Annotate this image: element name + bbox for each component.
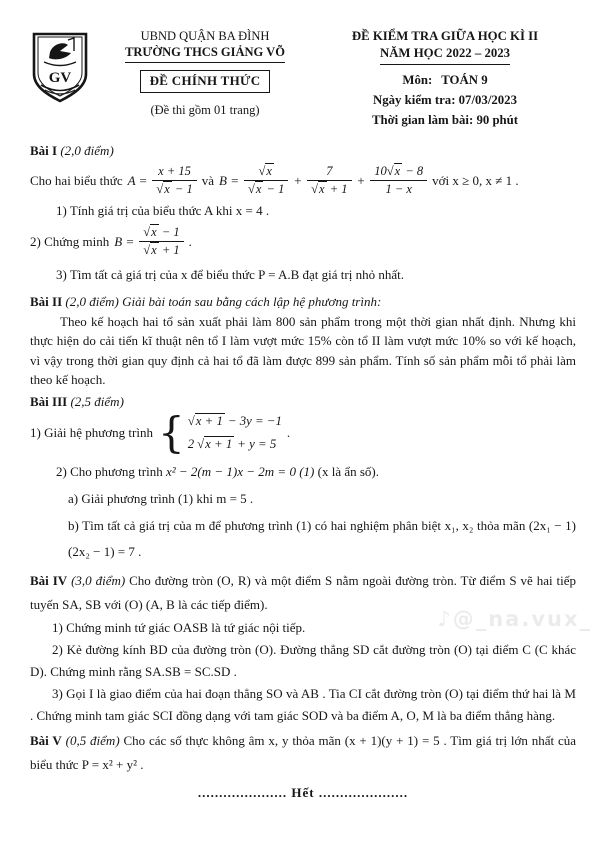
logo-monogram: GV (48, 70, 72, 86)
exam-duration: Thời gian làm bài: 90 phút (371, 113, 519, 128)
issuing-authority-block (96, 28, 314, 119)
problem-1-q3: 3) Tìm tất cả giá trị của x để biểu thức P = A.B đạt giá trị nhỏ nhất. (56, 266, 404, 282)
problem-1-q2: 2) Chứng minh B = $\frac{√x - 1}{√x + 1}$ . (30, 224, 192, 258)
school-logo (30, 28, 96, 110)
problem-5 (30, 729, 576, 777)
problem-2-body: Theo kế hoạch hai tổ sản xuất phải làm 800 sản phẩm trong một thời gian nhất định. Nhưng khi thực hiện do cải tiến kĩ thuật nên tổ I làm vượt mức 15% còn tổ II làm vượt mức 10% so với kế hoạch, vì vậy trong thời gian quy định cả hai tổ đã làm được 899 sản phẩm. Tính số sản phẩm mỗi tổ phải làm theo kế hoạch. (30, 313, 576, 388)
radical: √x (143, 243, 157, 258)
radical: √x + 1 (187, 414, 223, 429)
problem-1-q1: 1) Tính giá trị của biểu thức A khi x = 4 . (56, 203, 270, 219)
school-year: NĂM HỌC 2022 – 2023 (314, 45, 576, 64)
radical: √x (143, 224, 157, 239)
shield-logo-icon (30, 32, 90, 104)
fraction: $\frac{√x}{√x - 1}$ (244, 164, 288, 198)
problem-3-q2b: b) Tìm tất cả giá trị của m để phương trình (1) có hai nghiệm phân biệt x₁, x₂ thỏa mãn (2x₁ − 1)(2x₂ − 1) = 7 . (68, 517, 576, 559)
problem-2 (30, 292, 576, 390)
problem-4-intro: Bài IV (3,0 điểm) Cho đường tròn (O, R) và một điểm S nằm ngoài đường tròn. Từ điểm S vẽ hai tiếp tuyến SA, SB với (O) (A, B là các tiếp điểm). (30, 572, 577, 612)
radical: √x (156, 182, 170, 197)
radical: √x (311, 182, 325, 197)
fraction: $\frac{x + 15}{√x - 1}$ (152, 164, 196, 198)
radical: √x (386, 163, 401, 178)
exam-title: ĐỀ KIỂM TRA GIỮA HỌC KÌ II (351, 29, 539, 43)
header (30, 28, 576, 129)
bird-glyph (49, 43, 71, 59)
equation-system (157, 408, 282, 458)
problem-2-heading: Bài II (2,0 điểm) Giải bài toán sau bằng cách lập hệ phương trình: (30, 294, 382, 310)
problem-4-q2: 2) Kẻ đường kính BD của đường tròn (O). Đường thẳng SD cắt đường tròn (O) tại điểm C (C khác D). Chứng minh rằng SA.SB = SC.SD . (30, 641, 576, 679)
exam-title-block (314, 28, 576, 129)
problem-3-q2a: a) Giải phương trình (1) khi m = 5 . (68, 491, 254, 507)
problem-3-q2: 2) Cho phương trình x² − 2(m − 1)x − 2m = 0 (1) (x là ẩn số). (56, 463, 379, 479)
problem-3 (30, 392, 576, 565)
fraction: $\frac{7}{√x + 1}$ (307, 164, 351, 198)
page-count-note: (Đề thi gồm 01 trang) (150, 103, 260, 118)
problem-4-q1: 1) Chứng minh tứ giác OASB là tứ giác nội tiếp. (52, 619, 306, 635)
school-name: TRƯỜNG THCS GIẢNG VÕ (96, 44, 314, 62)
fraction: $\frac{10√x - 8}{1 - x}$ (370, 164, 427, 198)
problem-1-intro-formula: Cho hai biểu thức A = $\frac{x + 15}{√x - 1}$ và B = $\frac{√x}{√x - 1}$ + $\frac{7}{√x + 1}$ + $\frac{10√x - 8}{1 - x}$ với x ≥ 0, x ≠ 1 . (30, 163, 519, 197)
problem-5-body: Bài V (0,5 điểm) Cho các số thực không âm x, y thỏa mãn (x + 1)(y + 1) = 5 . Tìm giá trị lớn nhất của biểu thức P = x² + y² . (30, 732, 577, 772)
social-handle-watermark: ♪@_na.vux_ (437, 607, 592, 631)
radical: √x (247, 182, 262, 197)
radical: √x + 1 (197, 436, 233, 451)
problem-4 (30, 569, 576, 727)
system-equation-1: √x + 1 − 3y = −1 (188, 412, 282, 431)
end-of-exam-line: ..................... Hết ..................... (197, 784, 409, 800)
problem-4-q3: 3) Gọi I là giao điểm của hai đoạn thẳng SO và AB . Tia CI cắt đường tròn (O) tại điểm thứ hai là M . Chứng minh tam giác SCI đồng dạng với tam giác SOD và ba điểm A, O, M là ba điểm thẳng hàng. (30, 685, 576, 723)
authority-line: UBND QUẬN BA ĐÌNH (140, 29, 270, 43)
fraction: $\frac{√x - 1}{√x + 1}$ (139, 225, 183, 259)
problem-2-subtitle: Giải bài toán sau bằng cách lập hệ phương trình: (122, 294, 382, 310)
problem-1 (30, 141, 576, 284)
subject-line: Môn: TOÁN 9 (402, 72, 488, 87)
system-equation-2: 2 √x + 1 + y = 5 (188, 435, 282, 454)
problem-1-heading: Bài I (2,0 điểm) (30, 143, 114, 159)
official-exam-box: ĐỀ CHÍNH THỨC (140, 70, 271, 94)
problem-3-heading: Bài III (2,5 điểm) (30, 393, 124, 409)
radical: √x (258, 163, 272, 178)
exam-date: Ngày kiểm tra: 07/03/2023 (373, 92, 517, 107)
problem-3-q1: 1) Giải hệ phương trình { √x + 1 − 3y = −1 2 √x + 1 + y = 5 . (30, 408, 291, 458)
system-brace: { (157, 408, 185, 458)
